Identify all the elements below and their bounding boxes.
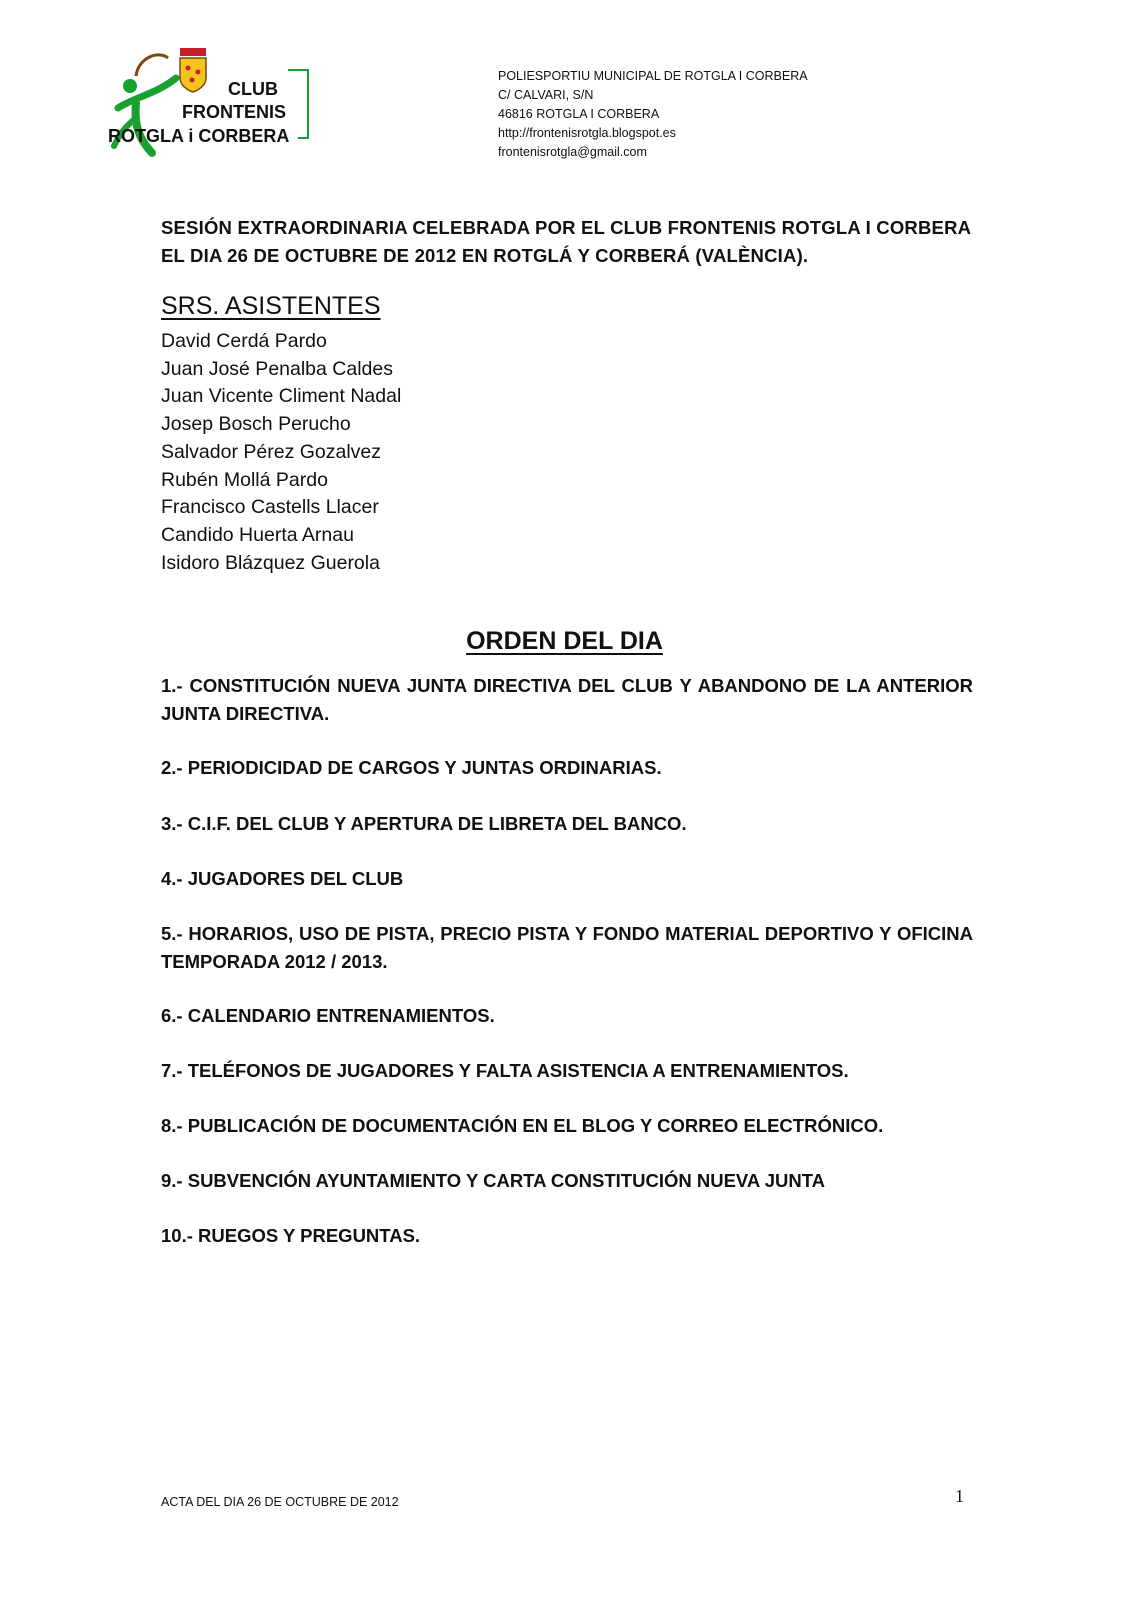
order-item: 4.- JUGADORES DEL CLUB xyxy=(161,868,404,889)
attendee-name: Salvador Pérez Gozalvez xyxy=(161,440,382,463)
attendee-name: Juan José Penalba Caldes xyxy=(161,357,393,380)
order-item: 10.- RUEGOS Y PREGUNTAS. xyxy=(161,1225,421,1246)
address-line: 46816 ROTGLA I CORBERA xyxy=(498,107,660,121)
order-item: 9.- SUBVENCIÓN AYUNTAMIENTO Y CARTA CONSTITUCIÓN NUEVA JUNTA xyxy=(161,1170,825,1191)
order-item: 1.- CONSTITUCIÓN NUEVA JUNTA DIRECTIVA DEL CLUB Y ABANDONO DE LA ANTERIOR JUNTA DIRECTIVA. xyxy=(161,675,973,724)
session-heading-line: EL DIA 26 DE OCTUBRE DE 2012 EN ROTGLÁ Y CORBERÁ (VALÈNCIA). xyxy=(161,245,809,266)
footer-text: ACTA DEL DIA 26 DE OCTUBRE DE 2012 xyxy=(161,1495,399,1509)
logo-text-frontenis: FRONTENIS xyxy=(182,102,287,122)
order-item: 8.- PUBLICACIÓN DE DOCUMENTACIÓN EN EL BLOG Y CORREO ELECTRÓNICO. xyxy=(161,1115,884,1136)
address-line: POLIESPORTIU MUNICIPAL DE ROTGLA I CORBERA xyxy=(498,69,808,83)
attendees-list xyxy=(161,328,401,577)
attendees-title: SRS. ASISTENTES xyxy=(161,292,381,320)
attendee-name: Isidoro Blázquez Guerola xyxy=(161,551,380,574)
attendee-name: Rubén Mollá Pardo xyxy=(161,468,328,491)
address-line: C/ CALVARI, S/N xyxy=(498,88,594,102)
attendee-name: Juan Vicente Climent Nadal xyxy=(161,385,402,408)
address-email: frontenisrotgla@gmail.com xyxy=(498,145,647,159)
order-item: 3.- C.I.F. DEL CLUB Y APERTURA DE LIBRETA DEL BANCO. xyxy=(161,813,687,834)
club-logo xyxy=(108,48,318,160)
order-item: 5.- HORARIOS, USO DE PISTA, PRECIO PISTA Y FONDO MATERIAL DEPORTIVO Y OFICINA TEMPORADA 2012 / 2013. xyxy=(161,923,973,972)
session-heading xyxy=(161,214,973,270)
order-item: 6.- CALENDARIO ENTRENAMIENTOS. xyxy=(161,1005,495,1026)
page-number: 1 xyxy=(955,1486,964,1506)
order-title-text: ORDEN DEL DIA xyxy=(466,627,663,655)
attendee-name: Josep Bosch Perucho xyxy=(161,413,351,436)
session-heading-line: SESIÓN EXTRAORDINARIA CELEBRADA POR EL CLUB FRONTENIS ROTGLA I CORBERA xyxy=(161,217,972,238)
attendee-name: Candido Huerta Arnau xyxy=(161,523,354,546)
logo-text-club: CLUB xyxy=(228,79,278,99)
logo-text-town: ROTGLA i CORBERA xyxy=(108,126,290,146)
order-item: 2.- PERIODICIDAD DE CARGOS Y JUNTAS ORDINARIAS. xyxy=(161,757,662,778)
club-address xyxy=(498,67,808,162)
attendee-name: Francisco Castells Llacer xyxy=(161,496,379,519)
order-title xyxy=(0,627,1131,656)
order-item: 7.- TELÉFONOS DE JUGADORES Y FALTA ASISTENCIA A ENTRENAMIENTOS. xyxy=(161,1060,849,1081)
address-website: http://frontenisrotgla.blogspot.es xyxy=(498,126,676,140)
attendee-name: David Cerdá Pardo xyxy=(161,330,327,352)
